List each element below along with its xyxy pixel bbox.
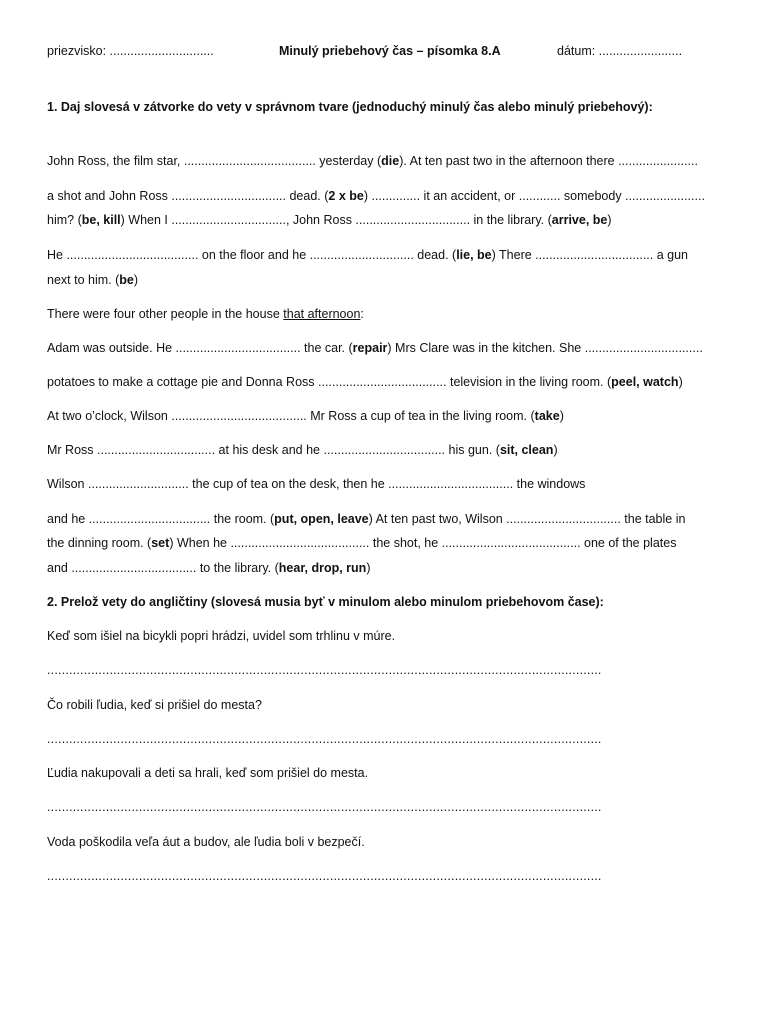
task1-line-14[interactable]: and .................................... to the library. (hear, drop, run) [47, 561, 371, 575]
task1-line-10[interactable]: Mr Ross .................................. at his desk and he ................................... his gun. (sit, clean) [47, 443, 558, 457]
task1-line-12[interactable]: and he ................................... the room. (put, open, leave) At ten past two, Wilson ................................. the table in [47, 512, 686, 526]
task2-heading: 2. Prelož vety do angličtiny (slovesá musia byť v minulom alebo minulom priebehovom čase): [47, 595, 604, 609]
name-field-label[interactable]: priezvisko: .............................. [47, 44, 214, 58]
task1-line-6: There were four other people in the house that afternoon: [47, 307, 364, 321]
header [47, 44, 727, 62]
task1-line-3[interactable]: him? (be, kill) When I ................................., John Ross ................................. in the library. (arrive, be) [47, 213, 612, 227]
task1-line-7[interactable]: Adam was outside. He .................................... the car. (repair) Mrs Clare was in the kitchen. She .................................. [47, 341, 703, 355]
task2-answer-line-4[interactable]: ....................................................................................................................................................... [47, 869, 602, 883]
task2-sentence-1: Keď som išiel na bicykli popri hrádzi, uvidel som trhlinu v múre. [47, 629, 396, 643]
date-field-label[interactable]: dátum: ........................ [557, 44, 683, 58]
task2-answer-line-2[interactable]: ....................................................................................................................................................... [47, 732, 602, 746]
task1-line-1[interactable]: John Ross, the film star, ...................................... yesterday (die). At ten past two in the afternoon there ....................... [47, 154, 698, 168]
task2-answer-line-1[interactable]: ....................................................................................................................................................... [47, 663, 602, 677]
task1-line-11[interactable]: Wilson ............................. the cup of tea on the desk, then he .................................... the windows [47, 477, 586, 491]
task1-heading: 1. Daj slovesá v zátvorke do vety v správnom tvare (jednoduchý minulý čas alebo minulý priebehový): [47, 100, 653, 114]
task2-sentence-3: Ľudia nakupovali a deti sa hrali, keď som prišiel do mesta. [47, 766, 369, 780]
task2-answer-line-3[interactable]: ....................................................................................................................................................... [47, 800, 602, 814]
task1-line-2[interactable]: a shot and John Ross ................................. dead. (2 x be) .............. it an accident, or ............ somebody ....................... [47, 189, 705, 203]
task2-sentence-2: Čo robili ľudia, keď si prišiel do mesta? [47, 698, 262, 712]
task1-line-5[interactable]: next to him. (be) [47, 273, 139, 287]
task1-line-9[interactable]: At two o’clock, Wilson ....................................... Mr Ross a cup of tea in the living room. (take) [47, 409, 564, 423]
task1-line-4[interactable]: He ...................................... on the floor and he .............................. dead. (lie, be) There .................................. a gun [47, 248, 689, 262]
task1-line-13[interactable]: the dinning room. (set) When he ........................................ the shot, he ........................................ one of the plates [47, 536, 677, 550]
task1-line-8[interactable]: potatoes to make a cottage pie and Donna Ross ..................................... television in the living room. (peel, watch) [47, 375, 683, 389]
worksheet-title: Minulý priebehový čas – písomka 8.A [279, 44, 501, 58]
task2-sentence-4: Voda poškodila veľa áut a budov, ale ľudia boli v bezpečí. [47, 835, 365, 849]
